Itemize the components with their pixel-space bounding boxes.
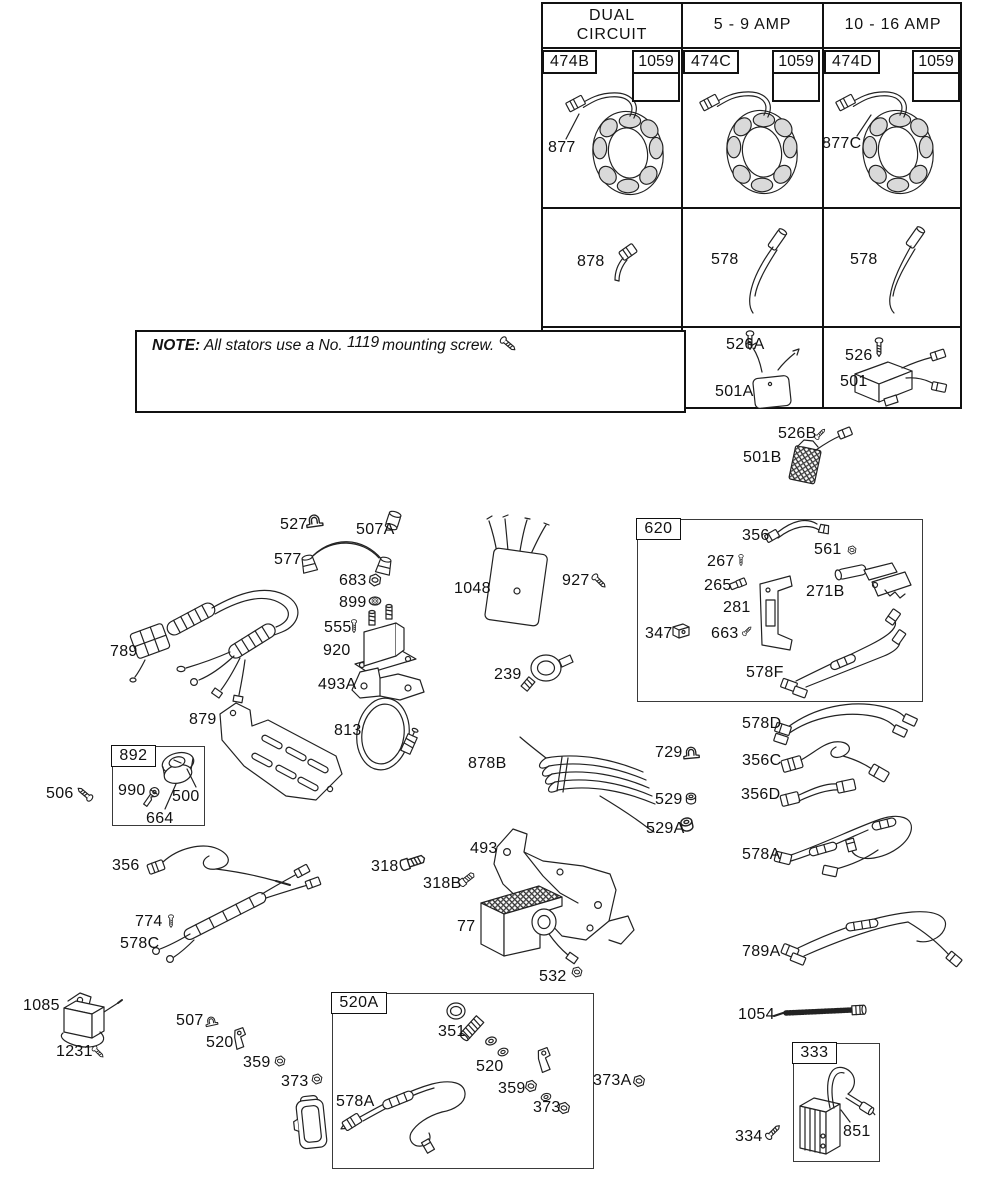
part-label-879: 879 bbox=[189, 711, 217, 728]
note-body: All stators use a No. bbox=[200, 337, 347, 354]
part-label-334: 334 bbox=[735, 1128, 763, 1145]
part-label-529A: 529A bbox=[646, 820, 685, 837]
part-label-813: 813 bbox=[334, 722, 362, 739]
wire-878-illustration bbox=[615, 243, 637, 281]
part-359-nut-upper bbox=[275, 1055, 286, 1067]
part-1085-module bbox=[61, 993, 122, 1047]
part-label-507: 507 bbox=[176, 1012, 204, 1029]
part-493A-bracket bbox=[352, 668, 424, 700]
part-318-bolt bbox=[399, 853, 426, 871]
part-label-356C: 356C bbox=[742, 752, 782, 769]
leader-851 bbox=[841, 1110, 850, 1122]
part-label-493: 493 bbox=[470, 840, 498, 857]
part-label-877C: 877C bbox=[822, 135, 862, 152]
part-label-501: 501 bbox=[840, 373, 868, 390]
part-label-501A: 501A bbox=[715, 383, 754, 400]
harness-789 bbox=[130, 590, 298, 702]
part-label-555: 555 bbox=[324, 619, 352, 636]
part-label-578: 578 bbox=[711, 251, 739, 268]
part-label-920: 920 bbox=[323, 642, 351, 659]
part-label-578A: 578A bbox=[742, 846, 781, 863]
part-577-cable bbox=[300, 542, 394, 575]
washer-icon bbox=[497, 1047, 509, 1057]
part-label-683: 683 bbox=[339, 572, 367, 589]
part-347-clip bbox=[673, 624, 689, 638]
screw-icon bbox=[919, 75, 933, 99]
harness-356D bbox=[780, 779, 856, 807]
part-label-899: 899 bbox=[339, 594, 367, 611]
part-label-990: 990 bbox=[118, 782, 146, 799]
part-label-774: 774 bbox=[135, 913, 163, 930]
stator-474C-illustration bbox=[700, 92, 804, 199]
part-label-927: 927 bbox=[562, 572, 590, 589]
note-screw-icon bbox=[499, 336, 517, 353]
part-label-729: 729 bbox=[655, 744, 683, 761]
part-507-clamp bbox=[205, 1016, 218, 1027]
part-label-789: 789 bbox=[110, 643, 138, 660]
part-label-373: 373 bbox=[533, 1099, 561, 1116]
screw-icon bbox=[639, 75, 653, 99]
part-265-clip bbox=[729, 578, 746, 590]
part-label-351: 351 bbox=[438, 1023, 466, 1040]
part-774-screw bbox=[168, 915, 173, 928]
part-label-578F: 578F bbox=[746, 664, 784, 681]
group-box-tag-333: 333 bbox=[792, 1042, 836, 1064]
part-label-239: 239 bbox=[494, 666, 522, 683]
part-879-shield bbox=[220, 703, 342, 800]
screwbox-1059-col1 bbox=[632, 50, 680, 102]
part-label-577: 577 bbox=[274, 551, 302, 568]
screwbox-1059-col3 bbox=[912, 50, 960, 102]
tag-474D: 474D bbox=[824, 50, 880, 74]
part-506-screw bbox=[76, 785, 94, 802]
part-label-501B: 501B bbox=[743, 449, 782, 466]
screwbox-number: 1059 bbox=[914, 52, 958, 74]
part-1054-rod bbox=[774, 1005, 866, 1016]
part-532-nut bbox=[571, 966, 582, 978]
part-label-356: 356 bbox=[112, 857, 140, 874]
part-label-359: 359 bbox=[498, 1080, 526, 1097]
part-label-526A: 526A bbox=[726, 336, 765, 353]
part-label-878: 878 bbox=[577, 253, 605, 270]
part-label-526: 526 bbox=[845, 347, 873, 364]
tag-474B: 474B bbox=[542, 50, 597, 74]
screw-icon bbox=[939, 75, 953, 99]
part-label-527: 527 bbox=[280, 516, 308, 533]
part-label-506: 506 bbox=[46, 785, 74, 802]
part-281-bracket bbox=[760, 576, 792, 650]
switch-cover-illustration bbox=[291, 1095, 327, 1150]
part-927-screw bbox=[591, 573, 608, 590]
wire-578-col2-illustration bbox=[750, 228, 788, 313]
wire-356-620 bbox=[764, 521, 829, 543]
part-555-screw bbox=[351, 620, 356, 633]
col-header-line2: CIRCUIT bbox=[576, 26, 648, 43]
part-label-561: 561 bbox=[814, 541, 842, 558]
part-561-nut bbox=[848, 545, 857, 555]
col-header-dual-circuit bbox=[543, 6, 681, 44]
wire-356-left bbox=[147, 846, 290, 885]
leader-877 bbox=[566, 114, 579, 139]
part-label-664: 664 bbox=[146, 810, 174, 827]
wire-578-col3-illustration bbox=[890, 226, 926, 313]
part-label-526B: 526B bbox=[778, 425, 817, 442]
part-label-578: 578 bbox=[850, 251, 878, 268]
group-box-tag-620: 620 bbox=[636, 518, 680, 540]
part-239-oil-switch bbox=[521, 655, 573, 691]
part-label-1231: 1231 bbox=[56, 1043, 93, 1060]
group-box-tag-520A: 520A bbox=[331, 992, 386, 1014]
part-label-359: 359 bbox=[243, 1054, 271, 1071]
part-271B-lever bbox=[834, 563, 911, 598]
washer-icon bbox=[485, 1036, 498, 1047]
part-label-878B: 878B bbox=[468, 755, 507, 772]
part-label-532: 532 bbox=[539, 968, 567, 985]
part-label-356D: 356D bbox=[741, 786, 781, 803]
part-label-77: 77 bbox=[457, 918, 476, 935]
note-bold: NOTE: bbox=[152, 337, 201, 354]
harness-789A bbox=[781, 912, 963, 967]
part-878B-bundle bbox=[520, 737, 655, 832]
part-267-screw bbox=[739, 555, 744, 566]
part-label-877: 877 bbox=[548, 139, 576, 156]
part-label-578A: 578A bbox=[336, 1093, 375, 1110]
screwbox-1059-col2 bbox=[772, 50, 820, 102]
part-683-nut bbox=[369, 573, 381, 586]
part-label-373: 373 bbox=[281, 1073, 309, 1090]
harness-578A-right bbox=[774, 816, 911, 876]
part-label-789A: 789A bbox=[742, 943, 781, 960]
note bbox=[152, 334, 495, 355]
part-899-nut bbox=[369, 597, 380, 605]
part-520-bracket-upper bbox=[234, 1027, 247, 1049]
part-label-318B: 318B bbox=[423, 875, 462, 892]
part-1048-panel bbox=[484, 515, 549, 626]
part-label-520: 520 bbox=[476, 1058, 504, 1075]
part-520-bracket-lower bbox=[537, 1047, 552, 1072]
part-920-solenoid bbox=[355, 605, 416, 674]
part-label-373A: 373A bbox=[593, 1072, 632, 1089]
part-label-500: 500 bbox=[172, 788, 200, 805]
harness-578C bbox=[153, 864, 321, 962]
part-label-663: 663 bbox=[711, 625, 739, 642]
harness-356C bbox=[781, 742, 890, 783]
note-rest: mounting screw. bbox=[382, 337, 495, 354]
part-333-coil bbox=[800, 1067, 877, 1154]
part-label-578C: 578C bbox=[120, 935, 160, 952]
part-label-1085: 1085 bbox=[23, 997, 60, 1014]
col-header-10-16-amp: 10 - 16 AMP bbox=[844, 16, 942, 33]
part-373-nut-upper bbox=[312, 1073, 323, 1085]
part-729-clamp bbox=[683, 747, 699, 759]
part-label-520: 520 bbox=[206, 1034, 234, 1051]
part-851-terminal bbox=[859, 1101, 878, 1117]
part-label-271B: 271B bbox=[806, 583, 845, 600]
part-label-347: 347 bbox=[645, 625, 673, 642]
stator-877-illustration bbox=[566, 93, 670, 200]
part-label-318: 318 bbox=[371, 858, 399, 875]
part-label-267: 267 bbox=[707, 553, 735, 570]
part-label-578D: 578D bbox=[742, 715, 782, 732]
part-label-529: 529 bbox=[655, 791, 683, 808]
part-label-356: 356 bbox=[742, 527, 770, 544]
part-527-clamp bbox=[305, 514, 323, 528]
part-529-grommet bbox=[686, 793, 695, 804]
part-1231-screw bbox=[91, 1045, 105, 1059]
tag-474C: 474C bbox=[683, 50, 739, 74]
screw-icon bbox=[659, 75, 673, 99]
screw-icon bbox=[779, 75, 793, 99]
part-334-screw bbox=[764, 1123, 782, 1141]
part-label-851: 851 bbox=[843, 1123, 871, 1140]
part-813-clamp bbox=[352, 695, 420, 774]
note-number: 1119 bbox=[346, 334, 380, 351]
screwbox-number: 1059 bbox=[774, 52, 818, 74]
harness-578D bbox=[774, 704, 918, 745]
part-label-507A: 507A bbox=[356, 521, 395, 538]
part-663-screw bbox=[742, 625, 753, 636]
screw-icon bbox=[799, 75, 813, 99]
group-box-tag-892: 892 bbox=[111, 745, 155, 767]
part-label-281: 281 bbox=[723, 599, 751, 616]
part-label-1048: 1048 bbox=[454, 580, 491, 597]
screwbox-number: 1059 bbox=[634, 52, 678, 74]
part-373A-nut bbox=[633, 1074, 645, 1087]
col-header-line1: DUAL bbox=[589, 7, 635, 24]
part-label-265: 265 bbox=[704, 577, 732, 594]
harness-578F bbox=[780, 609, 906, 698]
part-label-493A: 493A bbox=[318, 676, 357, 693]
col-header-5-9-amp: 5 - 9 AMP bbox=[713, 16, 792, 33]
part-359-nut-lower bbox=[525, 1079, 537, 1092]
part-label-1054: 1054 bbox=[738, 1006, 775, 1023]
